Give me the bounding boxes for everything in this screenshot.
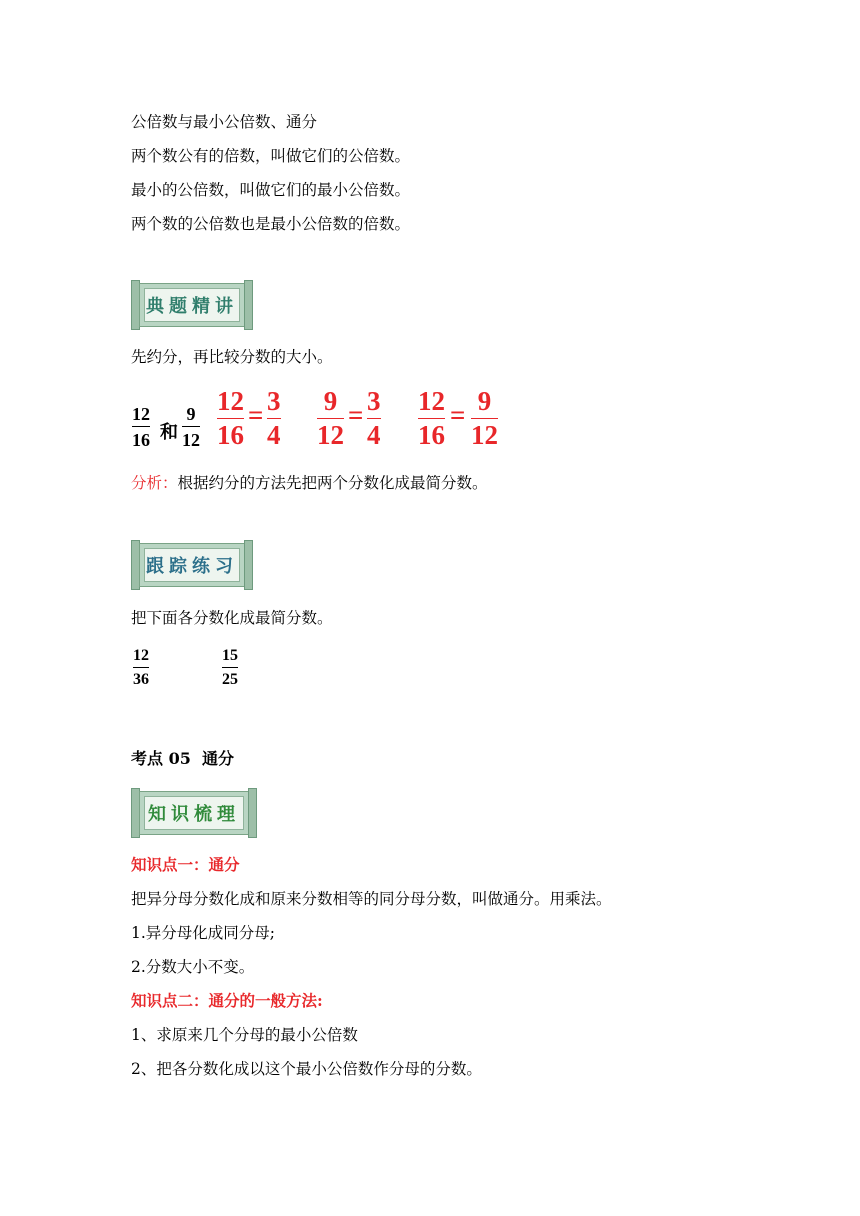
denominator: 16 [418,420,445,450]
problem-fraction-a [132,405,150,449]
equals-sign: = [450,400,466,430]
problem-fraction-b [182,405,200,449]
practice-fraction-1 [133,648,149,688]
numerator: 3 [367,386,381,416]
numerator: 9 [477,386,492,416]
denominator: 16 [132,430,150,450]
scroll-roll-right [244,540,253,590]
denominator: 25 [222,671,238,688]
numerator: 12 [217,386,244,416]
denominator: 16 [217,420,244,450]
step2-left-fraction [317,388,344,449]
scroll-roll-right [244,280,253,330]
denominator: 12 [182,430,200,450]
step3-right-fraction [471,388,498,449]
knowledge-point-2-item: 1、求原来几个分母的最小公倍数 [131,1026,358,1044]
fraction-bar [217,418,244,419]
step1-right-fraction [267,388,281,449]
definition-line: 最小的公倍数，叫做它们的最小公倍数。 [131,181,411,199]
example-banner [131,280,253,330]
fraction-bar [267,418,281,419]
denominator: 36 [133,671,149,688]
scroll-roll-right [248,788,257,838]
numerator: 12 [132,404,150,424]
step2-right-fraction [367,388,381,449]
knowledge-banner-label: 知识梳理 [148,804,240,825]
equals-sign: = [348,400,364,430]
denominator: 12 [317,420,344,450]
analysis-line [131,473,488,493]
fraction-bar [182,426,200,427]
fraction-bar [222,667,238,668]
example-banner-label: 典题精讲 [146,296,238,317]
step1-left-fraction [217,388,244,449]
practice-instruction: 把下面各分数化成最简分数。 [131,609,333,627]
knowledge-banner [131,788,257,838]
fraction-bar [367,418,381,419]
analysis-text: 根据约分的方法先把两个分数化成最简分数。 [177,474,488,492]
numerator: 9 [186,404,196,424]
denominator: 12 [471,420,498,450]
fraction-bar [471,418,498,419]
numerator: 9 [323,386,338,416]
knowledge-point-2-title: 知识点二：通分的一般方法: [131,991,323,1010]
knowledge-point-1-title: 知识点一：通分 [131,855,240,874]
step3-left-fraction [418,388,445,449]
numerator: 12 [418,386,445,416]
numerator: 3 [267,386,281,416]
knowledge-point-2-item: 2、把各分数化成以这个最小公倍数作分母的分数。 [131,1060,482,1078]
fraction-bar [133,667,149,668]
denominator: 4 [367,420,381,450]
numerator: 15 [222,647,238,664]
equals-sign: = [248,400,264,430]
denominator: 4 [267,420,281,450]
definition-line: 两个数公有的倍数，叫做它们的公倍数。 [131,147,411,165]
definition-line: 两个数的公倍数也是最小公倍数的倍数。 [131,215,411,233]
section-heading: 考点 05 通分 [131,749,234,768]
example-instruction: 先约分，再比较分数的大小。 [131,348,333,366]
numerator: 12 [133,647,149,664]
knowledge-point-1-item: 1.异分母化成同分母; [131,924,276,942]
practice-banner [131,540,253,590]
knowledge-point-1-item: 2.分数大小不变。 [131,958,255,976]
practice-banner-label: 跟踪练习 [146,556,238,577]
fraction-bar [132,426,150,427]
fraction-bar [418,418,445,419]
practice-fraction-2 [222,648,238,688]
analysis-label: 分析： [131,474,178,492]
knowledge-point-1-text: 把异分母分数化成和原来分数相等的同分母分数，叫做通分。用乘法。 [131,890,612,908]
problem-connector: 和 [160,422,178,443]
section-title: 公倍数与最小公倍数、通分 [131,113,318,131]
fraction-bar [317,418,344,419]
